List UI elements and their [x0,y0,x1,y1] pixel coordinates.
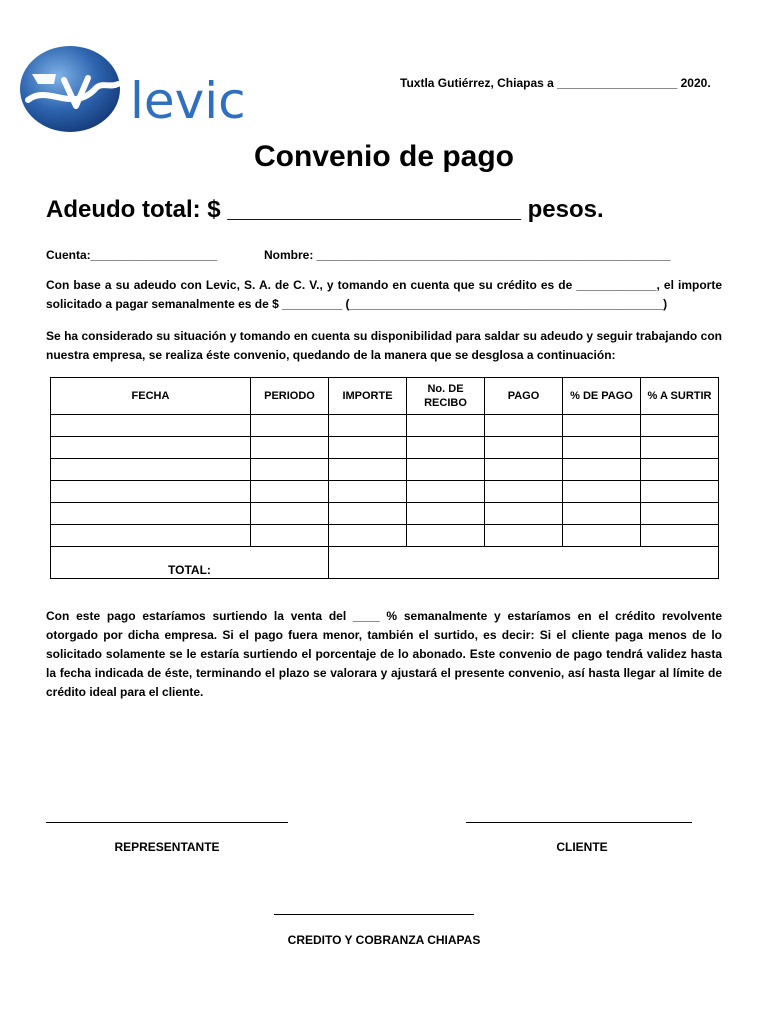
place-date: Tuxtla Gutiérrez, Chiapas a __________________ 2020. [400,76,711,90]
table-cell[interactable] [563,525,641,547]
paragraph-terms-validity: Con este pago estaríamos surtiendo la venta del ____ % semanalmente y estaríamos en el crédito revolvente otorgado por dicha empresa. Si el pago fuera menor, también el surtido, es decir: Si el cliente paga menos de lo solicitado solamente se le estaría surtiendo el porcentaje de lo abonado. Este convenio de pago tendrá validez hasta la fecha indicada de éste, terminando el plazo se valorara y ajustará el presente convenio, así hasta llegar al límite de crédito ideal para el cliente. [46,609,722,699]
table-row [51,503,719,525]
table-cell[interactable] [251,415,329,437]
table-cell[interactable] [51,437,251,459]
table-cell[interactable] [641,525,719,547]
header-porcentaje-surtir: % A SURTIR [641,378,719,415]
table-cell[interactable] [51,415,251,437]
table-row [51,481,719,503]
table-cell[interactable] [641,459,719,481]
table-cell[interactable] [329,415,407,437]
table-cell[interactable] [251,437,329,459]
signature-label-representante: REPRESENTANTE [114,840,220,854]
signature-line-credito [274,914,474,915]
table-cell[interactable] [251,481,329,503]
table-cell[interactable] [251,459,329,481]
table-cell[interactable] [485,415,563,437]
account-field: Cuenta:___________________ [46,248,218,262]
signature-line-representante [46,822,288,823]
payment-table [50,377,719,579]
table-cell[interactable] [329,437,407,459]
table-cell[interactable] [641,481,719,503]
table-cell[interactable] [641,437,719,459]
table-cell[interactable] [563,437,641,459]
table-row [51,437,719,459]
header-importe: IMPORTE [329,378,407,415]
header-pago: PAGO [485,378,563,415]
table-cell[interactable] [485,481,563,503]
header-porcentaje-pago: % DE PAGO [563,378,641,415]
table-row [51,415,719,437]
table-cell[interactable] [485,525,563,547]
header-recibo: No. DE RECIBO [407,378,485,415]
table-cell[interactable] [563,503,641,525]
table-cell[interactable] [51,503,251,525]
table-cell[interactable] [407,459,485,481]
total-value-cell[interactable] [329,547,719,579]
levic-logo-graphic [18,44,258,136]
paragraph-credit-terms: Con base a su adeudo con Levic, S. A. de C. V., y tomando en cuenta que su crédito es de ____________, el importe solicitado a pagar semanalmente es de $ _________ (_______________________________________________) [46,278,722,311]
table-cell[interactable] [407,415,485,437]
total-debt-line: Adeudo total: $ ______________________ pesos. [46,196,604,223]
header-periodo: PERIODO [251,378,329,415]
table-cell[interactable] [51,459,251,481]
table-cell[interactable] [407,503,485,525]
logo-wordmark: levic [130,72,246,130]
table-cell[interactable] [51,525,251,547]
total-label: TOTAL: [51,547,329,579]
table-cell[interactable] [329,459,407,481]
table-cell[interactable] [563,415,641,437]
table-cell[interactable] [329,525,407,547]
table-cell[interactable] [641,415,719,437]
table-cell[interactable] [251,525,329,547]
table-total-row [51,547,719,579]
table-row [51,525,719,547]
table-cell[interactable] [251,503,329,525]
signature-line-cliente [466,822,692,823]
table-cell[interactable] [485,503,563,525]
table-header-row [51,378,719,415]
paragraph-agreement-intro: Se ha considerado su situación y tomando en cuenta su disponibilidad para saldar su adeudo y seguir trabajando con nuestra empresa, se realiza éste convenio, quedando de la manera que se desglosa a continuación: [46,329,722,362]
name-field: Nombre: _____________________________________________________ [264,248,671,262]
table-cell[interactable] [329,503,407,525]
table-cell[interactable] [563,481,641,503]
table-cell[interactable] [563,459,641,481]
table-cell[interactable] [407,525,485,547]
table-cell[interactable] [641,503,719,525]
signature-label-cliente: CLIENTE [556,840,608,854]
page-title: Convenio de pago [253,140,514,173]
table-cell[interactable] [51,481,251,503]
table-cell[interactable] [329,481,407,503]
levic-logo [18,44,258,136]
table-cell[interactable] [407,437,485,459]
header-fecha: FECHA [51,378,251,415]
table-cell[interactable] [485,437,563,459]
table-cell[interactable] [485,459,563,481]
table-row [51,459,719,481]
signature-label-credito: CREDITO Y COBRANZA CHIAPAS [287,933,481,947]
table-cell[interactable] [407,481,485,503]
